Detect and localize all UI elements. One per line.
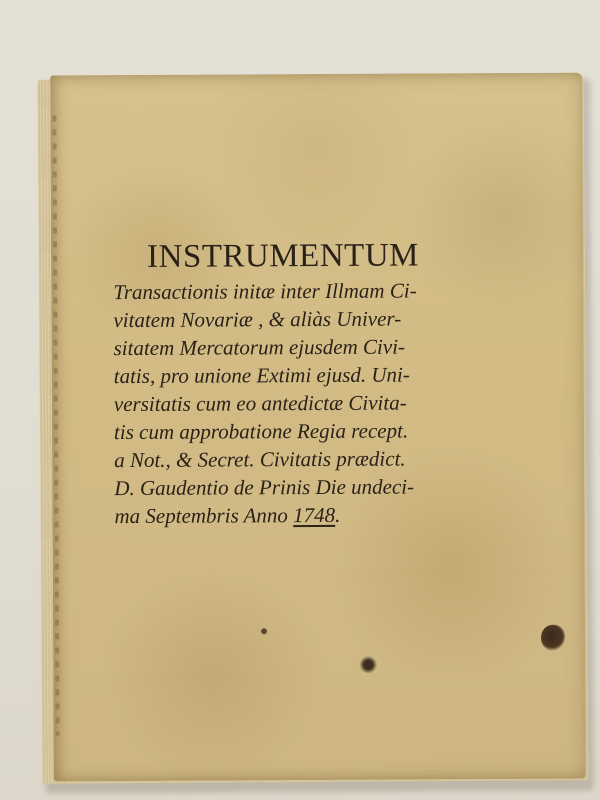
body-line-6: tis cum approbatione Regia recept. bbox=[113, 418, 409, 445]
body-line-7: a Not., & Secret. Civitatis prædict. bbox=[114, 446, 406, 473]
ink-stain bbox=[541, 625, 565, 651]
publication-year: 1748 bbox=[293, 502, 336, 528]
booklet-cover bbox=[50, 73, 586, 782]
booklet-title: INSTRUMENTUM bbox=[147, 237, 420, 275]
body-line-4: tatis, pro unione Extimi ejusd. Uni- bbox=[113, 362, 410, 389]
body-line-5: versitatis cum eo antedictæ Civita- bbox=[113, 390, 407, 417]
date-line-prefix: ma Septembris Anno bbox=[114, 503, 294, 529]
binding-stitch bbox=[52, 115, 59, 735]
body-line-9 bbox=[114, 500, 514, 530]
body-line-8: D. Gaudentio de Prinis Die undeci- bbox=[114, 474, 415, 501]
ink-blot bbox=[359, 656, 377, 674]
body-line-3: sitatem Mercatorum ejusdem Civi- bbox=[113, 334, 406, 361]
date-line-suffix: . bbox=[335, 502, 341, 527]
body-line-2: vitatem Novariæ , & aliàs Univer- bbox=[113, 306, 402, 333]
small-spot bbox=[261, 628, 267, 634]
body-line-1: Transactionis initæ inter Illmam Ci- bbox=[113, 278, 417, 305]
title-block bbox=[113, 239, 515, 530]
